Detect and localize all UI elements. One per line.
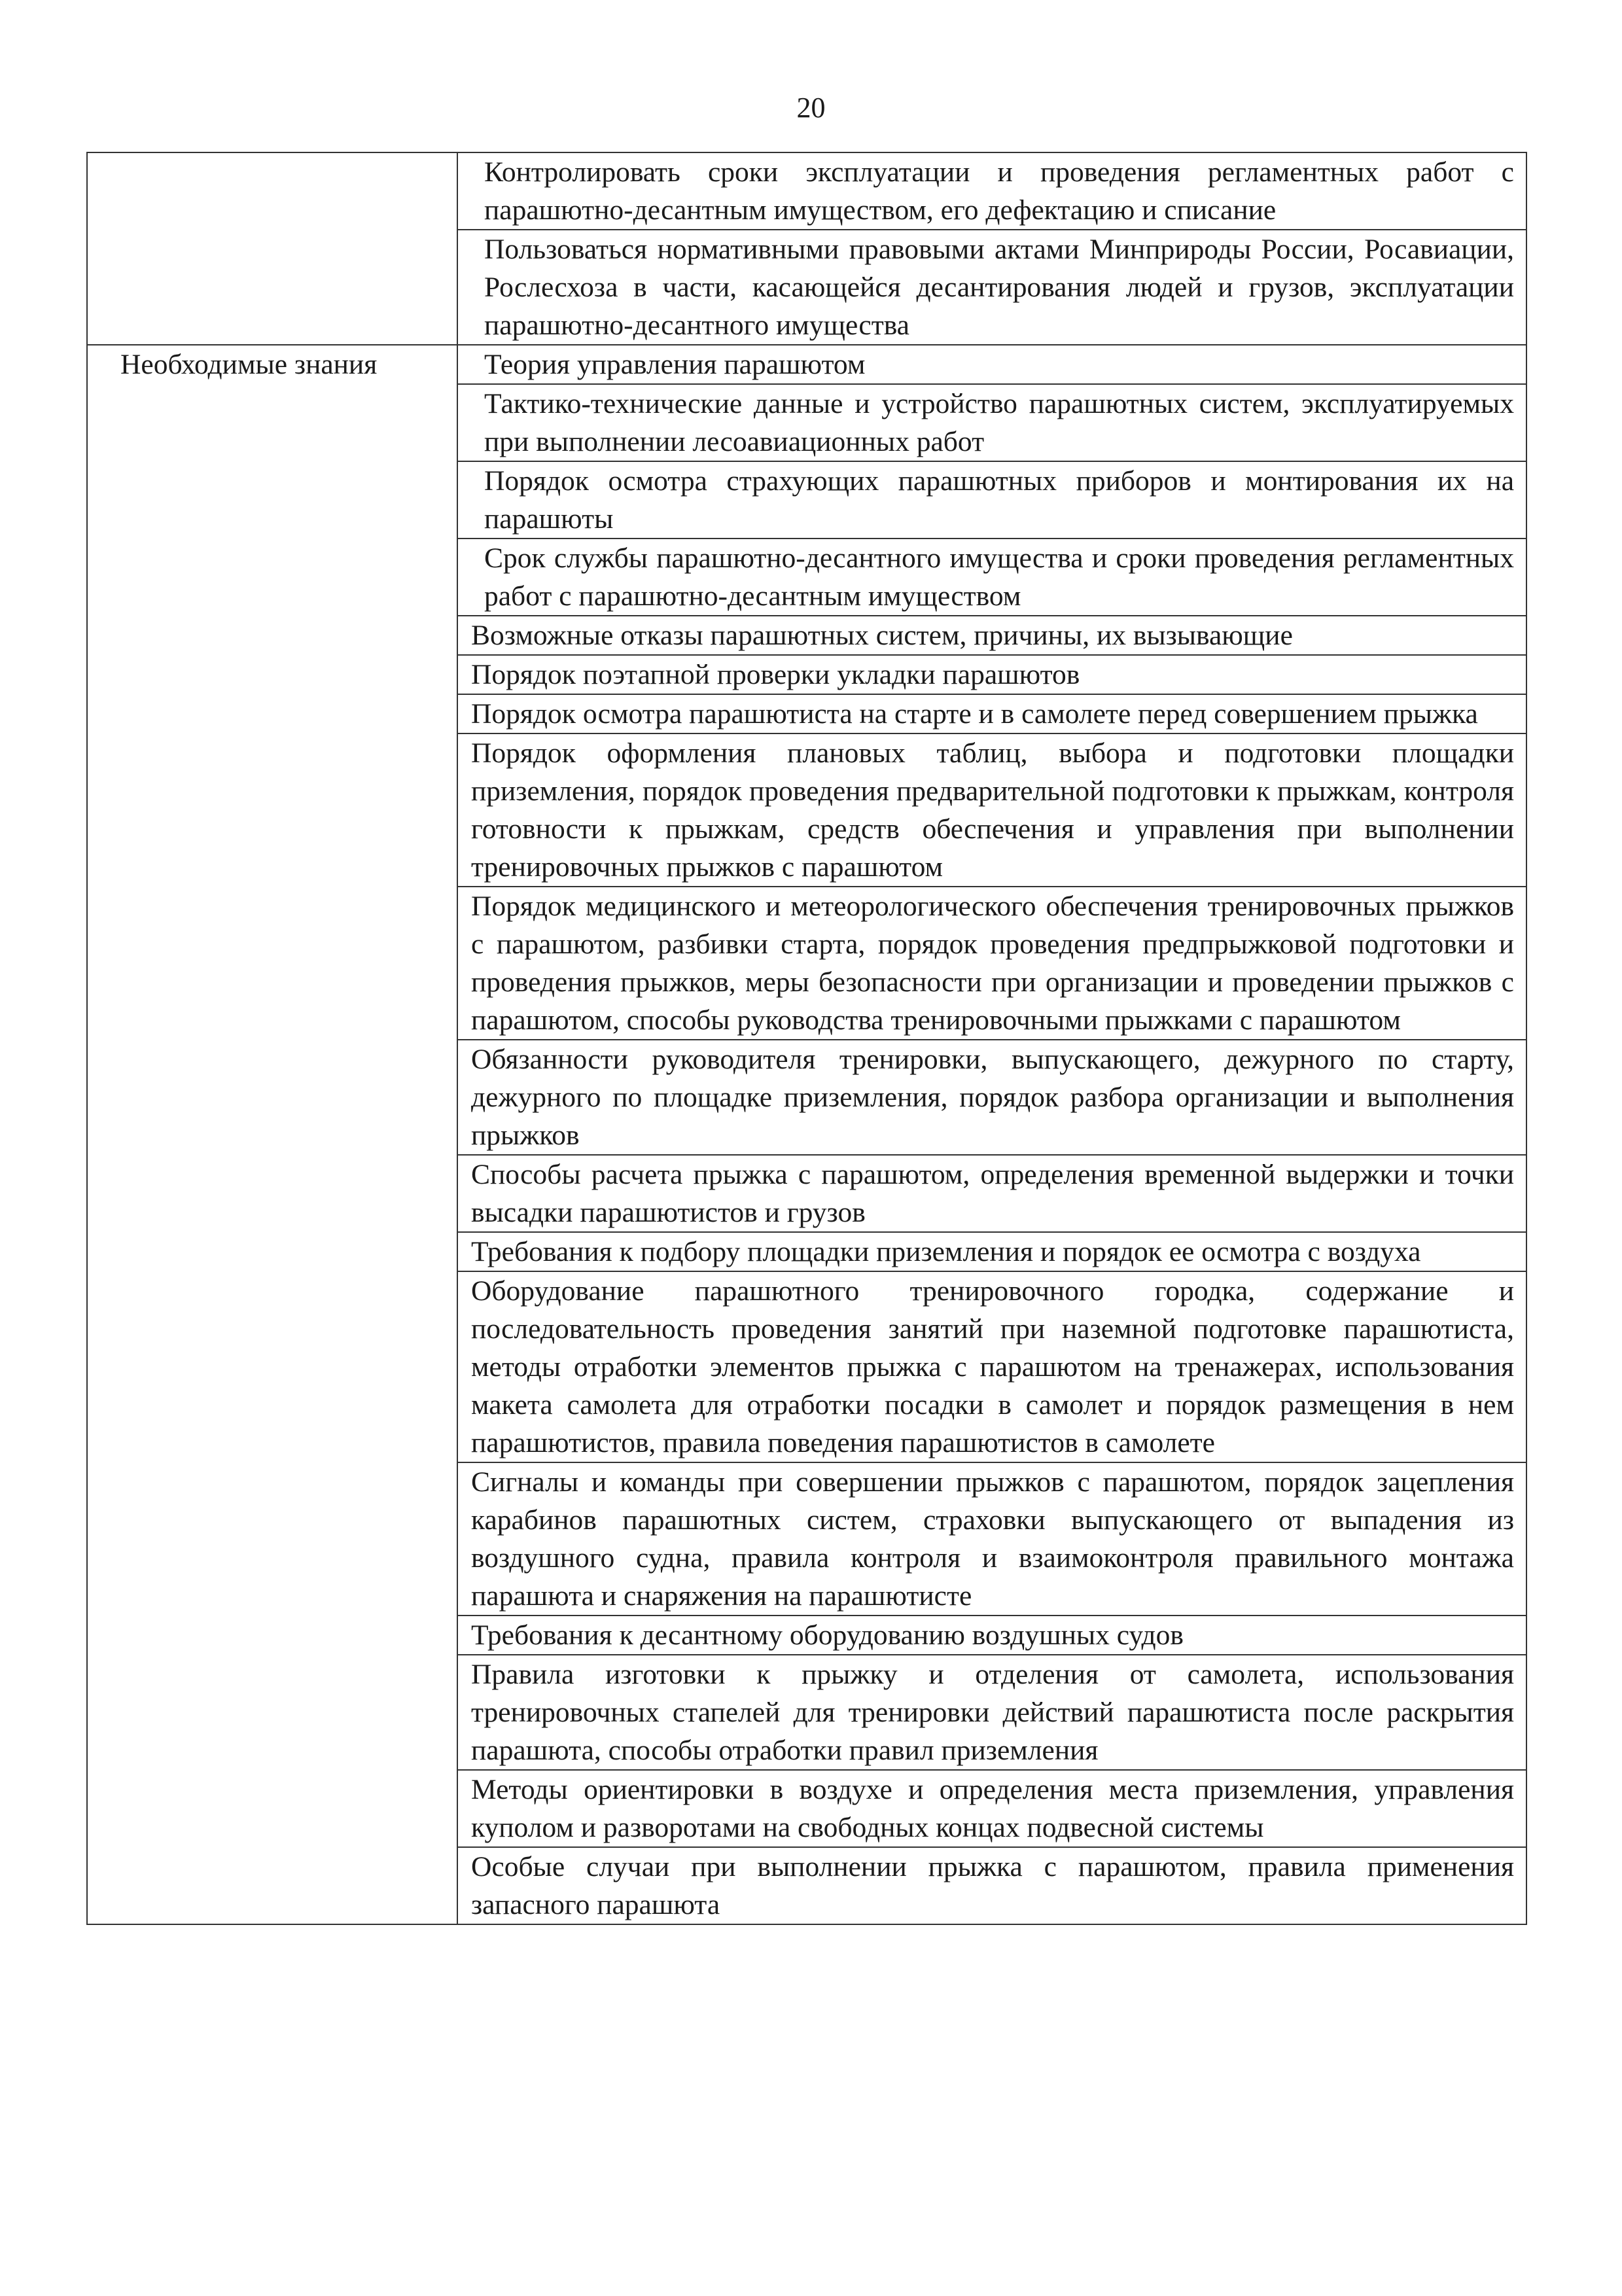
knowledge-item-9: Порядок медицинского и метеорологического обеспечения тренировочных прыжков с парашютом, разбивки старта, порядок проведения предпрыжковой подготовки и проведения прыжков, меры безопасности при организации и проведении прыжков с парашютом, способы руководства тренировочными прыжками с парашютом [457,887,1526,1040]
table-row [87,152,1526,230]
knowledge-section-label: Необходимые знания [87,345,457,1924]
knowledge-item-12: Требования к подбору площадки приземления и порядок ее осмотра с воздуха [457,1232,1526,1271]
knowledge-item-13: Оборудование парашютного тренировочного городка, содержание и последовательность проведения занятий при наземной подготовке парашютиста, методы отработки элементов прыжка с парашютом на тренажерах, использования макета самолета для отработки посадки в самолет и порядок размещения в нем парашютистов, правила поведения парашютистов в самолете [457,1271,1526,1462]
knowledge-item-6: Порядок поэтапной проверки укладки парашютов [457,655,1526,694]
knowledge-item-2: Тактико-технические данные и устройство парашютных систем, эксплуатируемых при выполнении лесоавиационных работ [457,384,1526,461]
continued-item-2: Пользоваться нормативными правовыми актами Минприроды России, Росавиации, Рослесхоза в части, касающейся десантирования людей и грузов, эксплуатации парашютно-десантного имущества [457,230,1526,345]
requirements-table [86,152,1527,1925]
knowledge-item-15: Требования к десантному оборудованию воздушных судов [457,1616,1526,1655]
table-row [87,345,1526,384]
knowledge-item-14: Сигналы и команды при совершении прыжков с парашютом, порядок зацепления карабинов парашютных систем, страховки выпускающего от выпадения из воздушного судна, правила контроля и взаимоконтроля правильного монтажа парашюта и снаряжения на парашютисте [457,1462,1526,1616]
knowledge-item-7: Порядок осмотра парашютиста на старте и в самолете перед совершением прыжка [457,694,1526,733]
knowledge-item-4: Срок службы парашютно-десантного имущества и сроки проведения регламентных работ с парашютно-десантным имуществом [457,539,1526,616]
continued-section-label [87,152,457,345]
knowledge-item-11: Способы расчета прыжка с парашютом, определения временной выдержки и точки высадки парашютистов и грузов [457,1155,1526,1232]
page-number: 20 [796,92,826,124]
knowledge-item-17: Методы ориентировки в воздухе и определения места приземления, управления куполом и разворотами на свободных концах подвесной системы [457,1770,1526,1847]
knowledge-item-18: Особые случаи при выполнении прыжка с парашютом, правила применения запасного парашюта [457,1847,1526,1924]
knowledge-item-5: Возможные отказы парашютных систем, причины, их вызывающие [457,616,1526,655]
knowledge-item-8: Порядок оформления плановых таблиц, выбора и подготовки площадки приземления, порядок проведения предварительной подготовки к прыжкам, контроля готовности к прыжкам, средств обеспечения и управления при выполнении тренировочных прыжков с парашютом [457,733,1526,887]
knowledge-item-10: Обязанности руководителя тренировки, выпускающего, дежурного по старту, дежурного по площадке приземления, порядок разбора организации и выполнения прыжков [457,1040,1526,1155]
knowledge-item-16: Правила изготовки к прыжку и отделения от самолета, использования тренировочных стапелей для тренировки действий парашютиста после раскрытия парашюта, способы отработки правил приземления [457,1655,1526,1770]
knowledge-item-1: Теория управления парашютом [457,345,1526,384]
knowledge-item-3: Порядок осмотра страхующих парашютных приборов и монтирования их на парашюты [457,461,1526,539]
continued-item-1: Контролировать сроки эксплуатации и проведения регламентных работ с парашютно-десантным имуществом, его дефектацию и списание [457,152,1526,230]
